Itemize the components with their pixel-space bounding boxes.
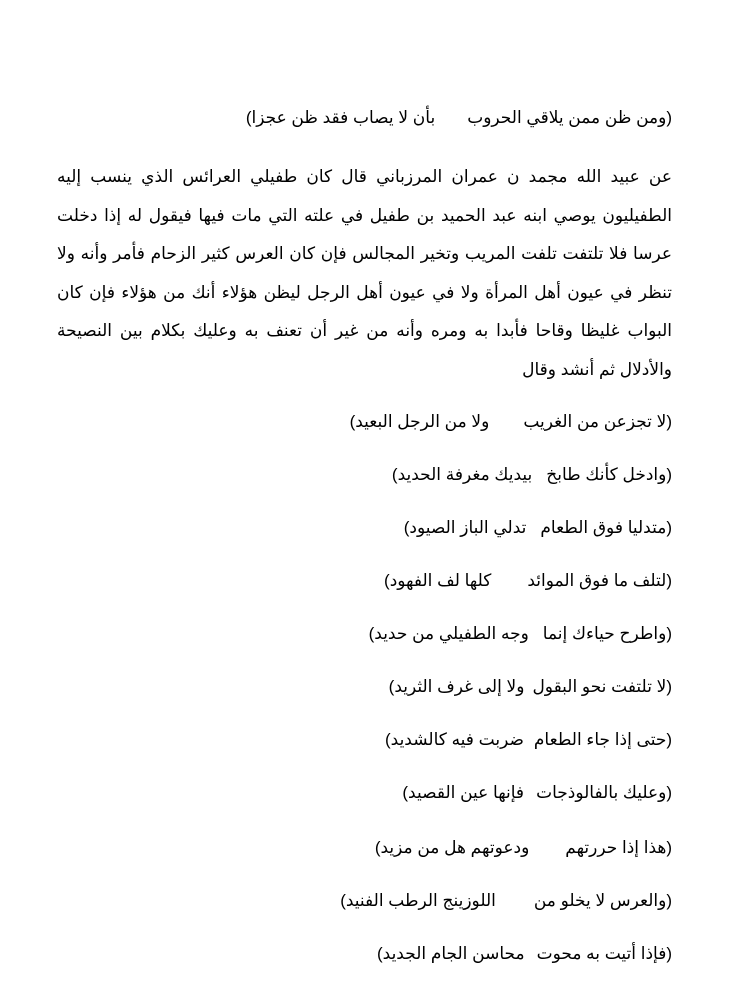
verse-first-hemistich: (لتلف ما فوق الموائد <box>527 571 672 590</box>
poem-verse <box>389 675 672 699</box>
poem-verse <box>377 942 672 966</box>
verse-second-hemistich: اللوزينج الرطب الفنيد) <box>340 891 496 910</box>
verse-first-hemistich: (واطرح حياءك إنما <box>542 624 672 643</box>
verse-second-hemistich: محاسن الجام الجديد) <box>376 944 525 963</box>
verse-second-hemistich: فإنها عين القصيد) <box>402 783 525 802</box>
verse-first-hemistich: (وادخل كأنك طابخ <box>546 465 672 484</box>
poem-verse <box>350 410 672 434</box>
verse-first-hemistich: (فإذا أتيت به محوت <box>536 944 672 963</box>
verse-first-hemistich: (ومن ظن ممن يلاقي الحروب <box>467 108 672 127</box>
verse-second-hemistich: ضربت فيه كالشديد) <box>384 730 524 749</box>
verse-second-hemistich: بأن لا يصاب فقد ظن عجزا) <box>245 108 436 127</box>
verse-first-hemistich: (هذا إذا حررتهم <box>565 838 672 857</box>
verse-second-hemistich: ولا من الرجل البعيد) <box>349 412 490 431</box>
verse-second-hemistich: تدلي الباز الصيود) <box>403 518 527 537</box>
poem-verse <box>385 728 672 752</box>
verse-second-hemistich: ولا إلى غرف الثريد) <box>388 677 525 696</box>
opening-verse <box>246 106 672 130</box>
verse-first-hemistich: (لا تلتفت نحو البقول <box>532 677 672 696</box>
poem-verse <box>369 622 672 646</box>
poem-verse <box>402 781 672 805</box>
verse-second-hemistich: ودعوتهم هل من مزيد) <box>374 838 530 857</box>
poem-verse <box>375 836 672 860</box>
verse-first-hemistich: (وعليك بالفالوذجات <box>536 783 672 802</box>
verse-first-hemistich: (متدليا فوق الطعام <box>540 518 672 537</box>
verse-first-hemistich: (حتى إذا جاء الطعام <box>533 730 672 749</box>
verse-first-hemistich: (والعرس لا يخلو من <box>533 891 672 910</box>
verse-second-hemistich: بيديك مغرفة الحديد) <box>391 465 533 484</box>
prose-paragraph: عن عبيد الله مجمد ن عمران المرزباني قال كان طفيلي العرائس الذي ينسب إليه الطفيليون يوصي ابنه عبد الحميد بن طفيل في علته التي مات فيها فيقول له إذا دخلت عرسا فلا تلتفت تلفت المريب وتخير المجالس فإن كان العرس كثير الزحام فأمر وأنه ولا تنظر في عيون أهل المرأة ولا في عيون أهل الرجل ليظن هؤلاء أنك من هؤلاء فإن كان البواب غليظا وقاحا فأبدا به ومره وأنه من غير أن تعنف به وعليك بكلام بين النصيحة والأدلال ثم أنشد وقال <box>57 167 672 379</box>
verse-second-hemistich: كلها لف الفهود) <box>384 571 492 590</box>
poem-verse <box>392 463 672 487</box>
verse-first-hemistich: (لا تجزعن من الغريب <box>523 412 672 431</box>
poem-verse <box>340 889 672 913</box>
poem-verse <box>384 569 672 593</box>
poem-verse <box>404 516 672 540</box>
verse-second-hemistich: وجه الطفيلي من حديد) <box>368 624 529 643</box>
